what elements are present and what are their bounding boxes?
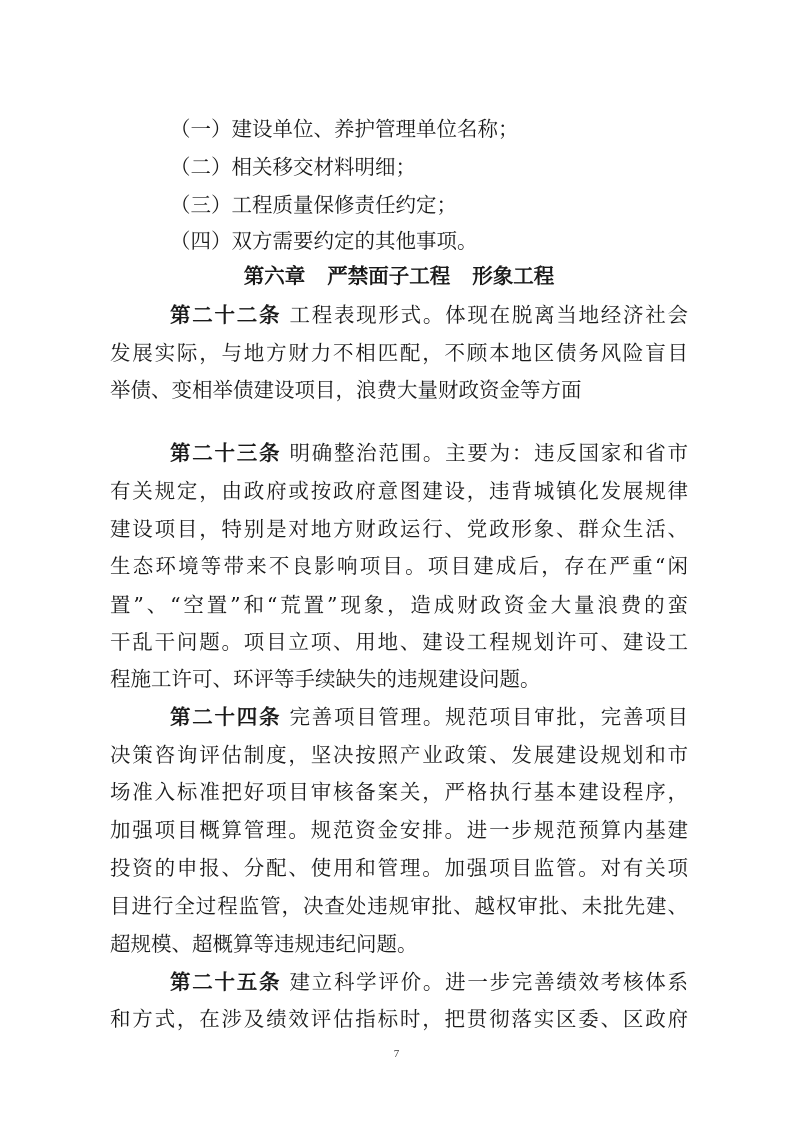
article-23-line: 干乱干问题。项目立项、用地、建设工程规划许可、建设工	[110, 630, 688, 654]
page-number: 7	[393, 1048, 400, 1060]
list-item: （二）相关移交材料明细；	[170, 155, 416, 179]
article-22-line	[170, 296, 688, 334]
chapter-number: 第六章	[243, 264, 306, 288]
article-23-line: 生态环境等带来不良影响项目。项目建成后，存在严重“闲	[110, 554, 688, 578]
chapter-heading	[110, 257, 688, 295]
article-22-line: 发展实际，与地方财力不相匹配，不顾本地区债务风险盲目	[110, 341, 688, 365]
article-24-line: 决策咨询评估制度，坚决按照产业政策、发展建设规划和市	[110, 743, 688, 767]
article-text: 建立科学评价。进一步完善绩效考核体系	[289, 970, 688, 994]
article-23-line	[170, 434, 688, 472]
article-24-line: 超规模、超概算等违规违纪问题。	[110, 932, 418, 956]
chapter-title-part1: 严禁面子工程	[327, 264, 451, 288]
article-23-line: 建设项目，特别是对地方财政运行、党政形象、群众生活、	[110, 517, 688, 541]
article-label: 第二十四条	[170, 705, 282, 729]
article-22-line: 举债、变相举债建设项目，浪费大量财政资金等方面	[110, 378, 582, 402]
article-label: 第二十五条	[170, 970, 282, 994]
article-text: 完善项目管理。规范项目审批，完善项目	[289, 705, 688, 729]
article-25-line	[170, 963, 688, 1001]
article-25-line: 和方式，在涉及绩效评估指标时，把贯彻落实区委、区政府	[110, 1007, 688, 1031]
list-item: （四）双方需要约定的其他事项。	[170, 229, 478, 253]
list-item: （三）工程质量保修责任约定；	[170, 193, 457, 217]
chapter-title-part2: 形象工程	[472, 264, 555, 288]
article-23-line: 置”、“空置”和“荒置”现象，造成财政资金大量浪费的蛮	[110, 593, 688, 617]
list-item: （一）建设单位、养护管理单位名称；	[170, 117, 519, 141]
article-text: 明确整治范围。主要为：违反国家和省市	[289, 441, 688, 465]
article-text: 工程表现形式。体现在脱离当地经济社会	[289, 303, 688, 327]
article-label: 第二十三条	[170, 441, 282, 465]
article-24-line	[170, 698, 688, 736]
article-24-line: 目进行全过程监管，决查处违规审批、越权审批、未批先建、	[110, 894, 688, 918]
article-24-line: 场准入标准把好项目审核备案关，严格执行基本建设程序，	[110, 780, 688, 804]
article-23-line: 有关规定，由政府或按政府意图建设，违背城镇化发展规律	[110, 479, 688, 503]
article-24-line: 投资的申报、分配、使用和管理。加强项目监管。对有关项	[110, 856, 688, 880]
article-label: 第二十二条	[170, 303, 282, 327]
article-23-line: 程施工许可、环评等手续缺失的违规建设问题。	[110, 667, 541, 691]
article-24-line: 加强项目概算管理。规范资金安排。进一步规范预算内基建	[110, 818, 688, 842]
